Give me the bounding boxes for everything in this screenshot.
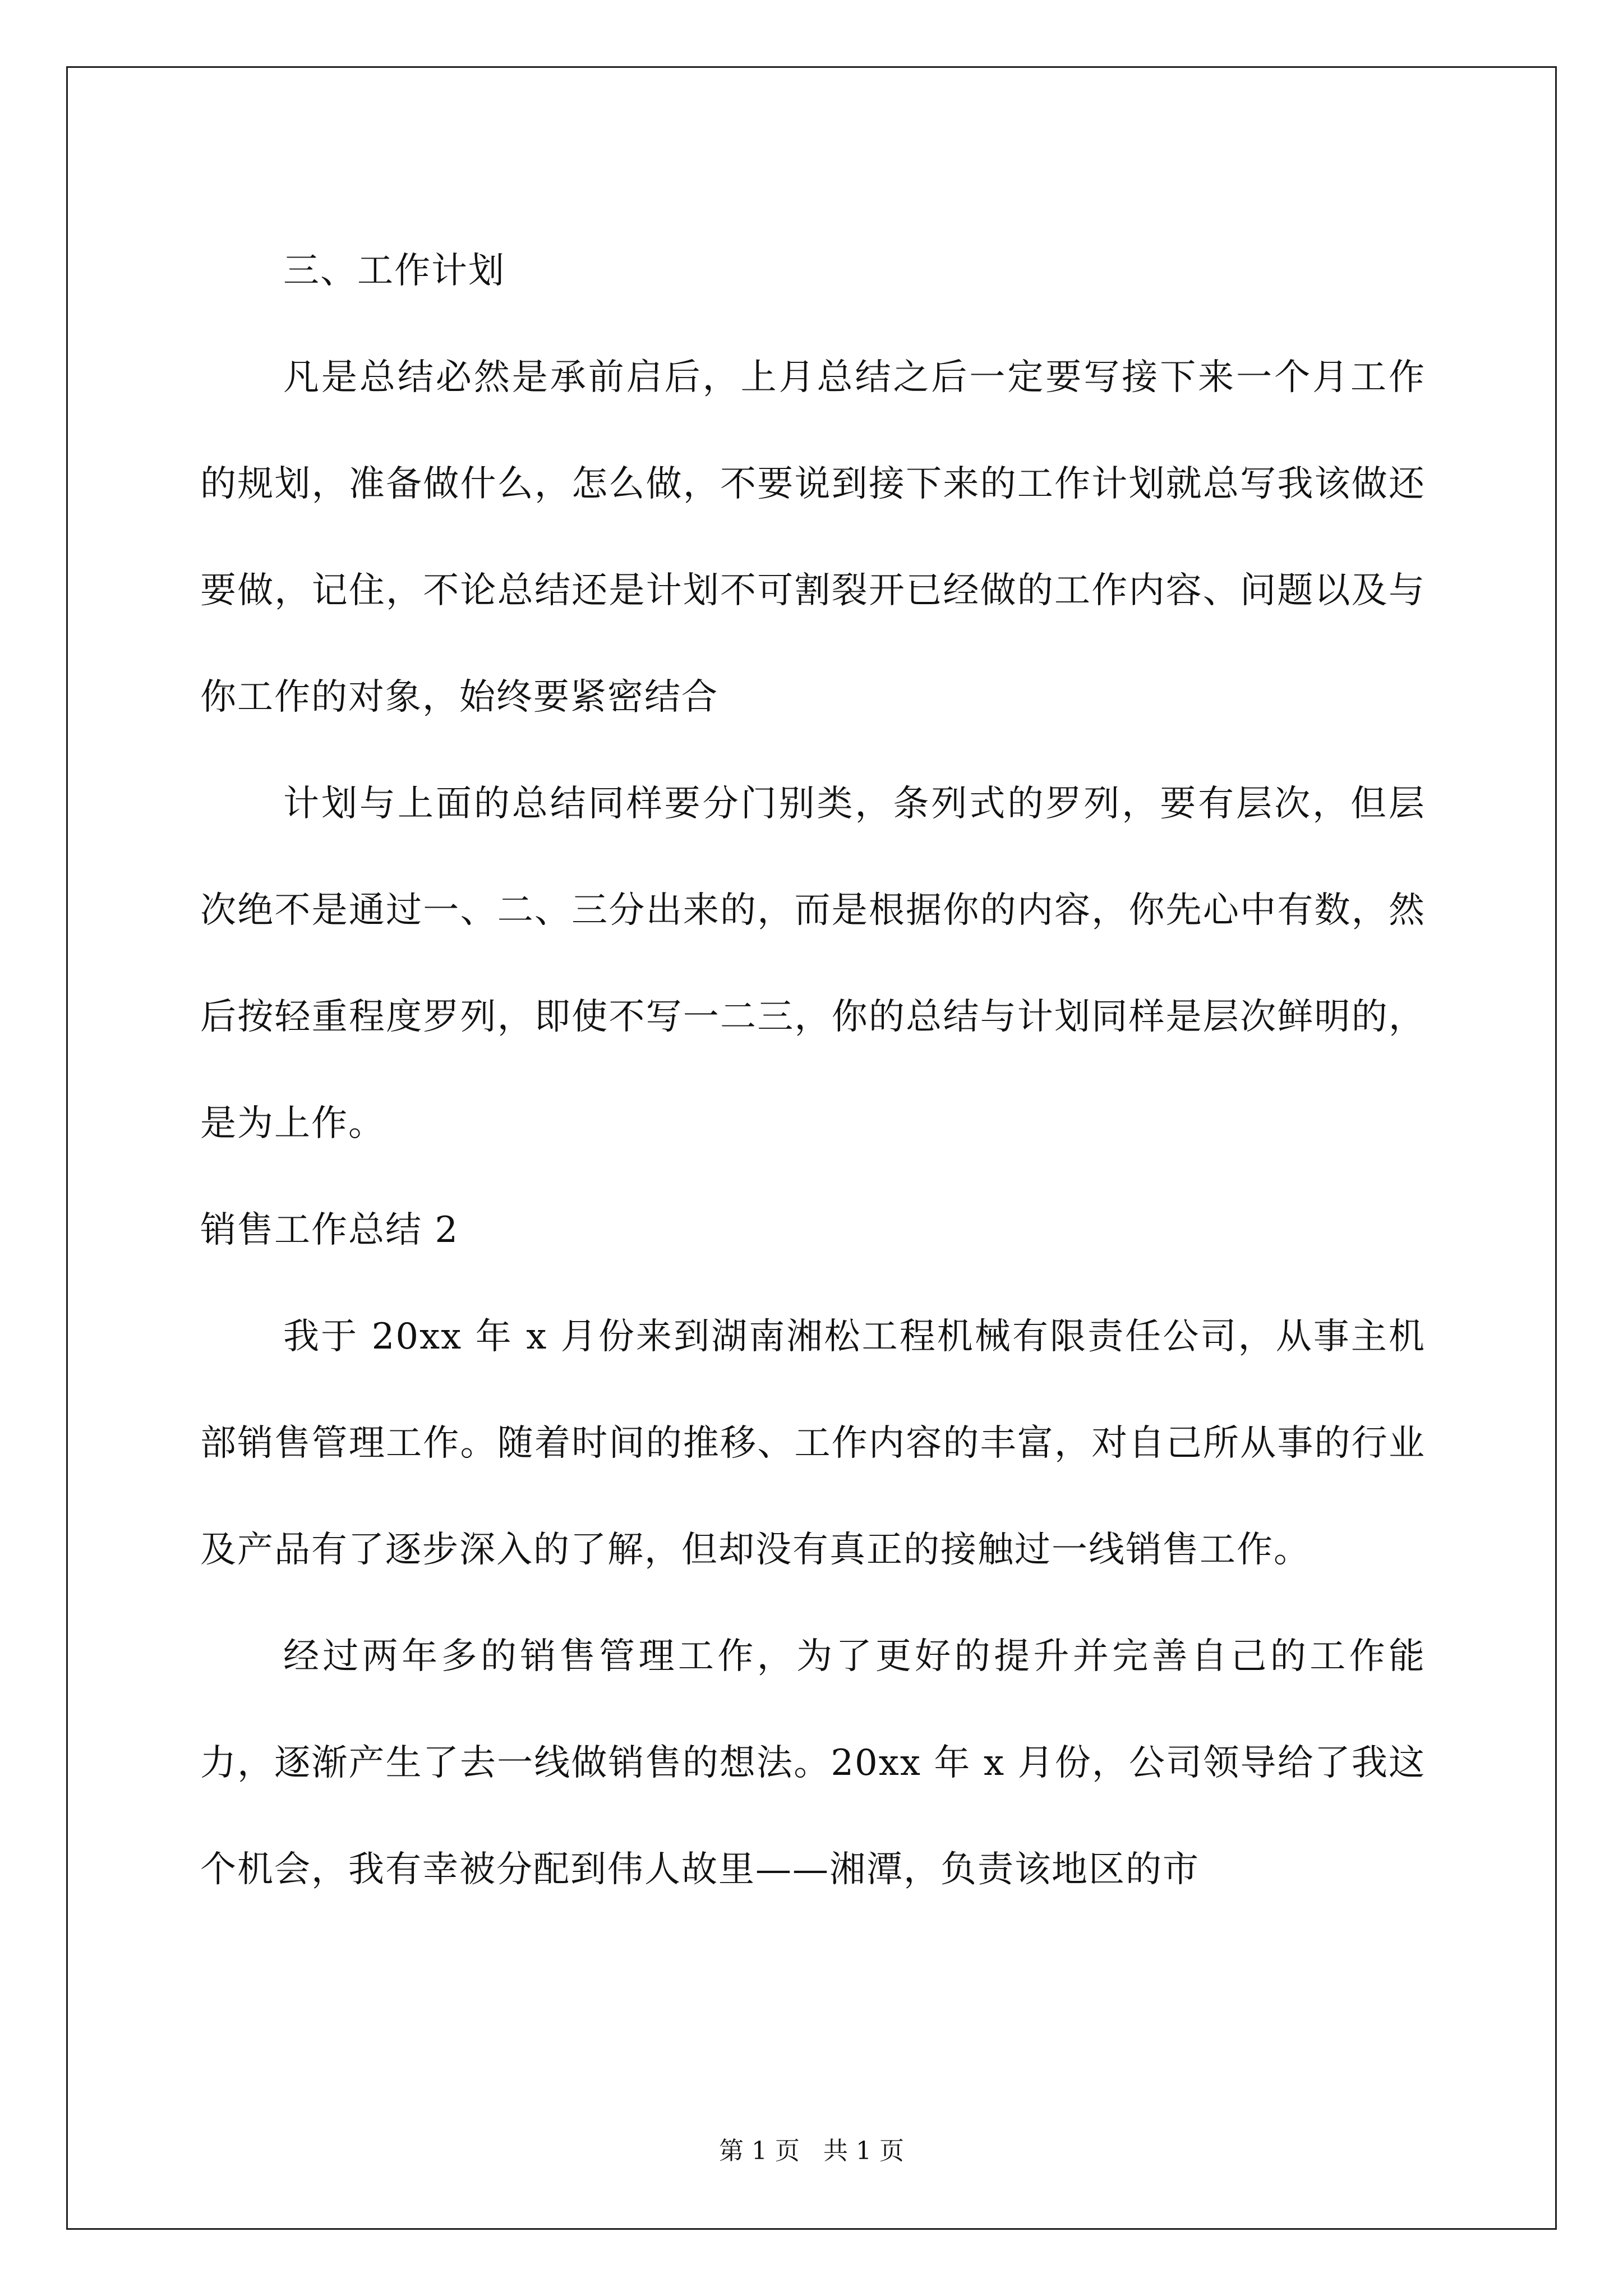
page-count: 共 1 页 xyxy=(823,2137,904,2165)
page-number: 第 1 页 xyxy=(719,2137,800,2165)
paragraph: 我于 20xx 年 x 月份来到湖南湘松工程机械有限责任公司，从事主机部销售管理工作。随着时间的推移、工作内容的丰富，对自己所从事的行业及产品有了逐步深入的了解，但却没有真正的接触过一线销售工作。 xyxy=(200,1316,1426,1571)
document-body xyxy=(200,218,1426,1923)
paragraph: 凡是总结必然是承前启后，上月总结之后一定要写接下来一个月工作的规划，准备做什么，怎么做，不要说到接下来的工作计划就总写我该做还要做，记住，不论总结还是计划不可割裂开已经做的工作内容、问题以及与你工作的对象，始终要紧密结合 xyxy=(200,357,1426,718)
paragraph: 计划与上面的总结同样要分门别类，条列式的罗列，要有层次，但层次绝不是通过一、二、三分出来的，而是根据你的内容，你先心中有数，然后按轻重程度罗列，即使不写一二三，你的总结与计划同样是层次鲜明的，是为上作。 xyxy=(200,783,1426,1144)
document-subtitle: 销售工作总结 2 xyxy=(200,1209,459,1251)
page-footer xyxy=(0,2134,1623,2168)
section-heading: 三、工作计划 xyxy=(283,250,505,292)
paragraph: 经过两年多的销售管理工作，为了更好的提升并完善自己的工作能力，逐渐产生了去一线做销售的想法。20xx 年 x 月份，公司领导给了我这个机会，我有幸被分配到伟人故里——湘潭，负责该地区的市 xyxy=(200,1636,1426,1890)
